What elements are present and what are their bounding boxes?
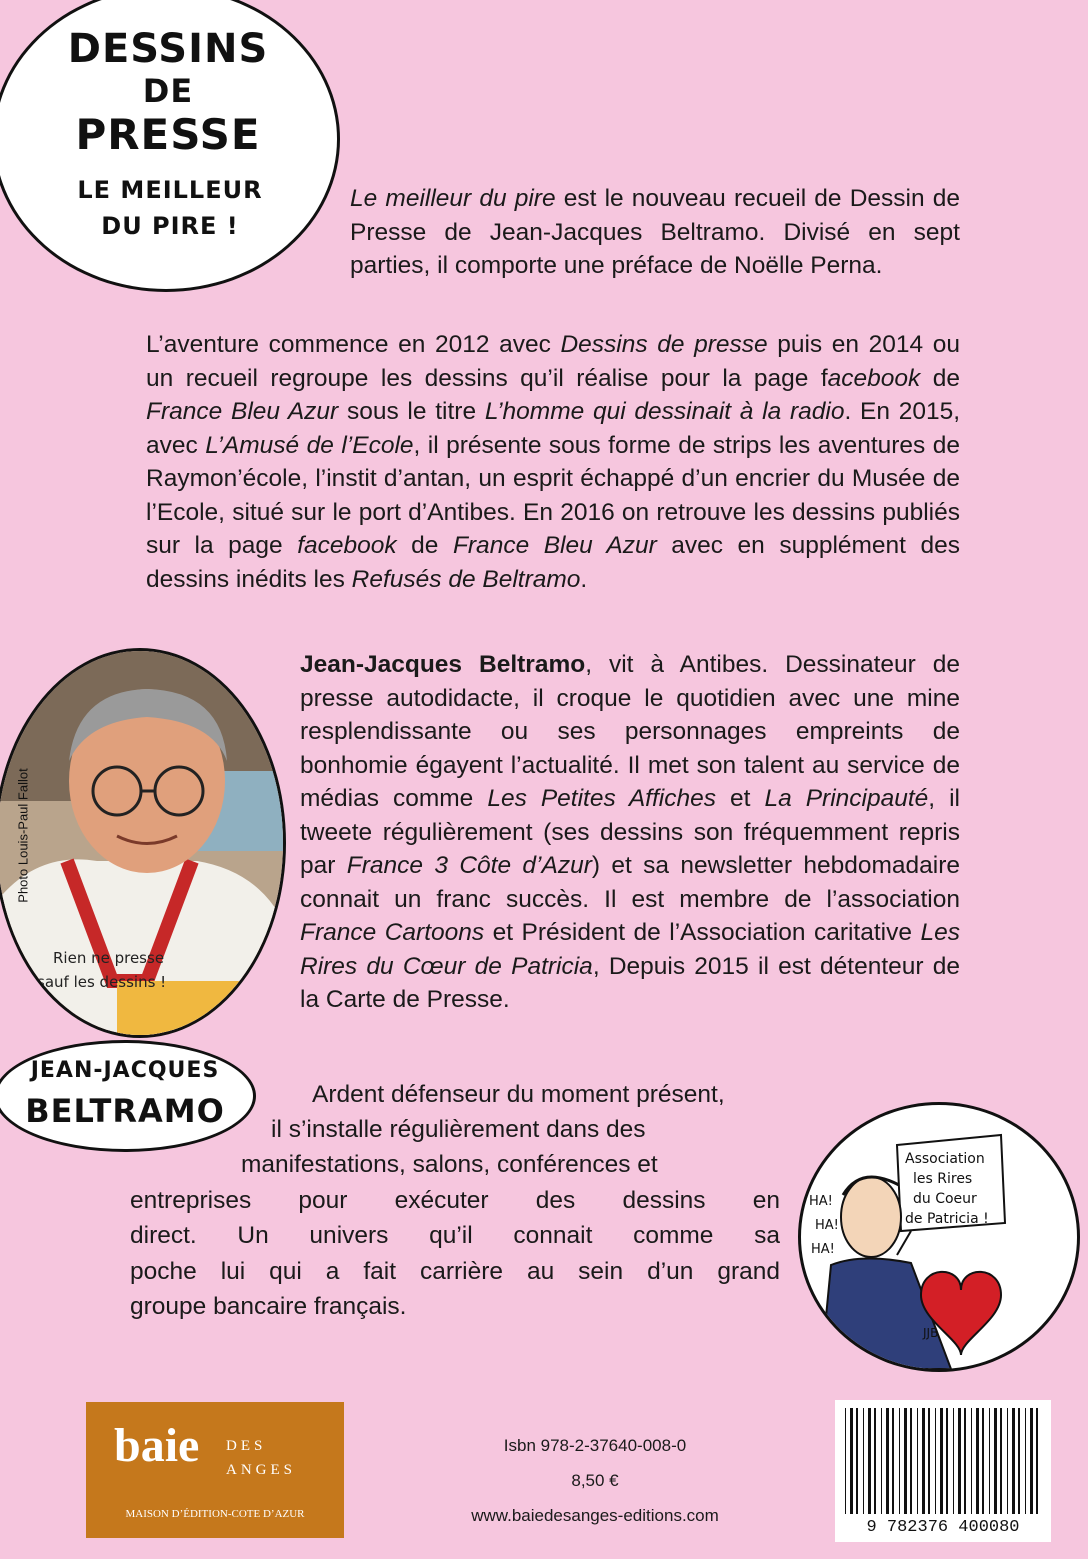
closing-line6: poche lui qui a fait carrière au sein d’un grand bbox=[130, 1258, 780, 1285]
barcode-bar bbox=[989, 1408, 990, 1514]
barcode-bar bbox=[917, 1408, 918, 1514]
history-italic: Refusés de Beltramo bbox=[351, 565, 581, 593]
barcode-bar bbox=[1000, 1408, 1002, 1514]
history-text: de bbox=[920, 364, 960, 392]
cartoon-illustration bbox=[801, 1105, 1077, 1369]
barcode-bar bbox=[935, 1408, 936, 1514]
title-line2: DE bbox=[142, 72, 194, 110]
history-text: sous le titre bbox=[338, 398, 485, 425]
closing-line1: Ardent défenseur du moment présent, bbox=[312, 1081, 725, 1108]
shirt-text1: Rien ne presse bbox=[53, 949, 165, 967]
author-portrait bbox=[0, 648, 286, 1038]
barcode-bar bbox=[1036, 1408, 1038, 1514]
barcode-bar bbox=[953, 1408, 954, 1514]
barcode-bar bbox=[1025, 1408, 1026, 1514]
barcode-bar bbox=[899, 1408, 900, 1514]
bio-italic: La Principauté bbox=[764, 785, 929, 812]
bio-text: et bbox=[716, 785, 765, 812]
title-line3: PRESSE bbox=[75, 110, 261, 159]
barcode-bar bbox=[881, 1408, 882, 1514]
barcode-bar bbox=[863, 1408, 864, 1514]
logo-word: baie bbox=[114, 1419, 200, 1472]
barcode-bar bbox=[868, 1408, 871, 1514]
barcode-bar bbox=[922, 1408, 925, 1514]
price-text: 8,50 € bbox=[571, 1471, 619, 1490]
barcode bbox=[835, 1400, 1051, 1542]
isbn-text: Isbn 978-2-37640-008-0 bbox=[503, 1436, 687, 1455]
barcode-bar bbox=[904, 1408, 907, 1514]
history-paragraph bbox=[146, 328, 960, 596]
history-text: de bbox=[396, 532, 453, 559]
barcode-bar bbox=[940, 1408, 943, 1514]
sign-line4: de Patricia ! bbox=[905, 1211, 989, 1227]
laugh-text1: HA! bbox=[809, 1194, 833, 1209]
history-text: . bbox=[580, 565, 588, 593]
barcode-bar bbox=[1012, 1408, 1015, 1514]
barcode-bar bbox=[886, 1408, 889, 1514]
history-italic: L’Amusé de l’Ecole bbox=[205, 431, 414, 459]
sign-line3: du Coeur bbox=[913, 1191, 977, 1207]
barcode-bar bbox=[1018, 1408, 1020, 1514]
bio-text: ) et sa newsletter hebdomadaire connait un franc succès. Il est membre de l’association bbox=[300, 852, 961, 913]
history-text: puis en 2014 ou un recueil regroupe les dessins qu’il réalise pour la page f bbox=[146, 331, 961, 392]
logo-des: DES bbox=[226, 1438, 267, 1454]
bio-text: et Président de l’Association caritative bbox=[484, 919, 921, 946]
bio-text: , vit à Antibes. Dessinateur de presse autodidacte, il croque le quotidien avec une mine resplendissante ou ses personnages empreints de bonhomie égayent l’actualité. Il met son talent au service de médias comme bbox=[300, 651, 960, 812]
footer-info bbox=[430, 1428, 760, 1533]
barcode-bar bbox=[856, 1408, 858, 1514]
website-link[interactable]: www.baiedesanges-editions.com bbox=[471, 1506, 719, 1525]
barcode-bar bbox=[1030, 1408, 1033, 1514]
intro-paragraph bbox=[350, 182, 960, 283]
publisher-logo bbox=[86, 1402, 344, 1538]
bio-italic: Les Rires du Cœur de Patricia bbox=[300, 919, 960, 980]
photo-credit: Photo Louis-Paul Fallot bbox=[15, 768, 31, 903]
intro-book-title: Le meilleur du pire bbox=[350, 185, 556, 212]
author-name-line2: BELTRAMO bbox=[25, 1092, 225, 1130]
bio-text: , Depuis 2015 il est détenteur de la Carte de Presse. bbox=[300, 952, 960, 1013]
closing-line2: il s’installe régulièrement dans des bbox=[271, 1116, 646, 1143]
barcode-bar bbox=[994, 1408, 997, 1514]
closing-line4: entreprises pour exécuter des dessins en bbox=[130, 1187, 780, 1214]
barcode-bars bbox=[835, 1400, 1051, 1518]
barcode-bar bbox=[928, 1408, 930, 1514]
sign-line1: Association bbox=[905, 1151, 985, 1167]
laugh-text3: HA! bbox=[811, 1242, 835, 1257]
cartoon-bubble bbox=[798, 1102, 1080, 1372]
bio-text: , il tweete régulièrement (ses dessins son fréquemment repris par bbox=[300, 785, 960, 879]
barcode-bar bbox=[946, 1408, 948, 1514]
closing-line7: groupe bancaire français. bbox=[130, 1293, 407, 1320]
barcode-bar bbox=[910, 1408, 912, 1514]
barcode-bar bbox=[982, 1408, 984, 1514]
laugh-text2: HA! bbox=[815, 1218, 839, 1233]
barcode-bar bbox=[892, 1408, 894, 1514]
barcode-bar bbox=[1007, 1408, 1008, 1514]
bio-italic: Les Petites Affiches bbox=[487, 785, 716, 812]
history-text: . En 2015, avec bbox=[146, 398, 960, 459]
history-text: L’aventure commence en 2012 avec bbox=[146, 331, 561, 358]
barcode-bar bbox=[976, 1408, 979, 1514]
author-name-line1: JEAN-JACQUES bbox=[30, 1058, 220, 1083]
closing-line5: direct. Un univers qu’il connait comme sa bbox=[130, 1222, 780, 1249]
bio-name: Jean-Jacques Beltramo bbox=[300, 651, 586, 678]
cartoon-signature: JJB bbox=[923, 1326, 939, 1340]
barcode-bar bbox=[845, 1408, 846, 1514]
logo-anges: ANGES bbox=[226, 1462, 297, 1478]
closing-line3: manifestations, salons, conférences et bbox=[241, 1151, 658, 1178]
barcode-bar bbox=[971, 1408, 972, 1514]
subtitle-line1: LE MEILLEUR bbox=[77, 176, 263, 204]
history-italic: France Bleu Azur bbox=[452, 532, 657, 559]
publisher-tagline: MAISON D’ÉDITION-COTE D’AZUR bbox=[125, 1508, 305, 1520]
history-italic: France Bleu Azur bbox=[146, 398, 339, 425]
portrait-illustration bbox=[0, 651, 283, 1035]
shirt-text2: sauf les dessins ! bbox=[37, 973, 167, 991]
bio-italic: France 3 Côte d’Azur bbox=[346, 852, 592, 879]
history-italic: facebook bbox=[297, 532, 397, 559]
history-text: , il présente sous forme de strips les aventures de Raymon’école, l’instit d’antan, un esprit échappé d’un encrier du Musée de l’Ecole, situé sur le port d’Antibes. En 2016 on retrouve les dessins publiés sur la page bbox=[146, 431, 960, 559]
barcode-bar bbox=[874, 1408, 876, 1514]
history-italic: acebook bbox=[827, 364, 921, 392]
barcode-bar bbox=[964, 1408, 966, 1514]
barcode-bar bbox=[958, 1408, 961, 1514]
history-italic: L’homme qui dessinait à la radio bbox=[484, 398, 845, 425]
sign-line2: les Rires bbox=[913, 1171, 973, 1187]
history-italic: Dessins de presse bbox=[560, 331, 768, 358]
barcode-digits: 9 782376 400080 bbox=[866, 1518, 1020, 1537]
subtitle-line2: DU PIRE ! bbox=[101, 212, 239, 240]
barcode-bar bbox=[850, 1408, 853, 1514]
title-line1: DESSINS bbox=[67, 26, 269, 72]
bio-paragraph bbox=[300, 648, 960, 1017]
intro-text: est le nouveau recueil de Dessin de Presse de Jean-Jacques Beltramo. Divisé en sept parties, il comporte une préface de Noëlle Perna. bbox=[350, 185, 960, 279]
history-text: avec en supplément des dessins inédits les bbox=[146, 532, 961, 593]
bio-italic: France Cartoons bbox=[300, 919, 485, 946]
